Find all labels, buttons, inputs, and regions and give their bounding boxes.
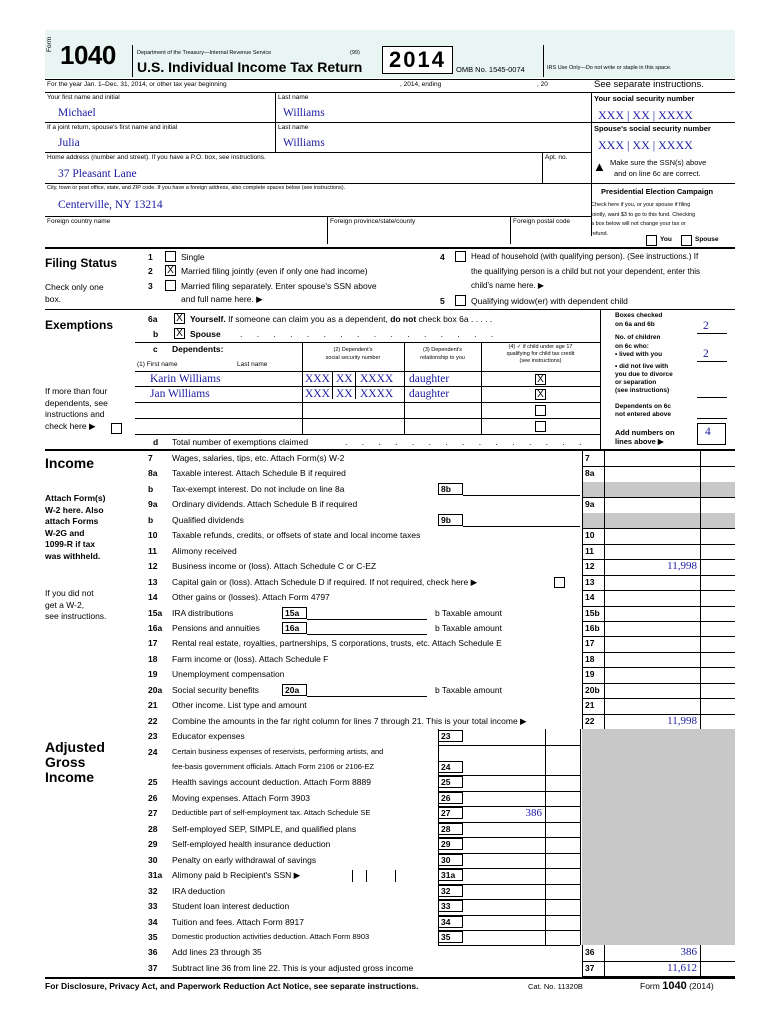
line-number: 15a (148, 607, 163, 618)
shaded-cell (582, 513, 604, 528)
dep-3-credit-checkbox[interactable] (535, 405, 546, 416)
dep-2-relationship[interactable]: daughter (409, 388, 450, 400)
dep-1-name[interactable]: Karin Williams (150, 373, 221, 385)
first-name-label: Your first name and initial (47, 94, 120, 101)
ref-box: 23 (438, 730, 463, 742)
line-label: IRA deduction (172, 885, 225, 896)
dep-2-ssn-a[interactable]: XXX (305, 388, 330, 400)
footer-cat: Cat. No. 11320B (528, 982, 583, 991)
omb-number: OMB No. 1545-0074 (456, 65, 525, 74)
line-label: Unemployment compensation (172, 669, 285, 680)
spouse-dots: . . . . . . . . . . . . . . . . (240, 329, 500, 339)
line-number: 9a (148, 499, 158, 510)
see-instructions: See separate instructions. (594, 79, 704, 90)
row-rule (438, 945, 580, 946)
dep-1-ssn-c[interactable]: XXXX (360, 373, 394, 385)
ex-d-num: d (153, 437, 159, 447)
ref-number: 11 (585, 545, 594, 556)
col-rule (582, 945, 583, 976)
ref-number: 14 (585, 592, 595, 603)
line-label: Other gains or (losses). Attach Form 4797 (172, 592, 330, 603)
dep-1-ssn-b[interactable]: XX (336, 373, 353, 385)
line-label: Taxable interest. Attach Schedule B if required (172, 468, 346, 479)
col-rule (604, 451, 605, 729)
ssn-sep (395, 870, 396, 882)
ref-box: 24 (438, 761, 463, 773)
ref-number: 13 (585, 576, 595, 587)
ref-number: 20b (585, 684, 600, 695)
yourself-checkbox[interactable]: X (174, 313, 185, 324)
spouse-first-field[interactable]: Julia (58, 137, 80, 149)
ssn-note-1: Make sure the SSN(s) above (610, 158, 707, 167)
ref-number: 7 (585, 453, 590, 463)
filing-num-4: 4 (440, 252, 445, 262)
total-exemptions-dots: . . . . . . . . . . . . . . . (345, 437, 588, 447)
pec-text: Check here if you, or your spouse if filing jointly, want $3 to go to this fund. Checking a box below will not change your tax or refund. (591, 202, 696, 237)
line-number: 20a (148, 684, 163, 695)
head-household-label-3: child's name here. ▶ (471, 281, 545, 290)
line-number: 23 (148, 731, 158, 742)
line-label: Tuition and fees. Attach Form 8917 (172, 916, 304, 927)
add-numbers-label: Add numbers on lines above ▶ (615, 428, 675, 446)
children-lived-value[interactable]: 2 (703, 348, 709, 360)
head-household-checkbox[interactable] (455, 251, 466, 262)
ref-box: 20a (282, 684, 307, 696)
footer-notice: For Disclosure, Privacy Act, and Paperwork Reduction Act Notice, see separate instructions. (45, 981, 419, 991)
ref-box: 30 (438, 854, 463, 866)
filing-status-title: Filing Status (45, 256, 117, 270)
address-label: Home address (number and street). If you have a P.O. box, see instructions. (47, 154, 266, 161)
ex-6a-num: 6a (148, 314, 158, 324)
ref-box: 32 (438, 885, 463, 897)
line-number: b (148, 514, 154, 525)
line-label: Taxable refunds, credits, or offsets of state and local income taxes (172, 530, 421, 541)
line-number: 35 (148, 931, 158, 942)
capital-gain-checkbox[interactable] (554, 577, 565, 588)
line-number: 12 (148, 561, 158, 572)
ref-box: 25 (438, 776, 463, 788)
amount-field[interactable]: 11,998 (667, 560, 697, 573)
widow-checkbox[interactable] (455, 295, 466, 306)
no-w2-note: If you did not get a W-2, see instructions. (45, 588, 107, 621)
married-separate-checkbox[interactable] (165, 280, 176, 291)
warning-triangle-icon: ▲ (593, 159, 606, 174)
line-label: Educator expenses (172, 731, 245, 742)
taxable-amount-label: b Taxable amount (435, 622, 502, 633)
spouse-ssn-field[interactable]: XXX | XX | XXXX (598, 138, 693, 152)
line-label: Self-employed SEP, SIMPLE, and qualified plans (172, 823, 357, 834)
year-ending: , 2014, ending (400, 81, 442, 88)
dep-col-child-credit: (4) ✓ if child under age 17 qualifying for child tax credit (see instructions) (506, 344, 575, 364)
ref-number: 36 (585, 947, 595, 958)
line-label: Ordinary dividends. Attach Schedule B if required (172, 499, 358, 510)
widow-label: Qualifying widow(er) with dependent child (471, 296, 628, 306)
ref-box: 28 (438, 823, 463, 835)
ref-box: 33 (438, 900, 463, 912)
boxes-checked-value[interactable]: 2 (703, 320, 709, 332)
yourself-label: Yourself. If someone can claim you as a dependent, do not check box 6a . . . . . (190, 314, 493, 324)
mid-amount-field[interactable] (307, 684, 427, 697)
head-household-label-2: the qualifying person is a child but not your dependent, enter this (471, 267, 701, 276)
last-name-label: Last name (278, 94, 309, 101)
mid-amount-field[interactable] (307, 622, 427, 635)
total-exemptions-label: Total number of exemptions claimed (172, 437, 309, 447)
irs-use: IRS Use Only—Do not write or staple in this space. (547, 65, 672, 71)
line-label: Qualified dividends (172, 514, 244, 525)
ref-box: 26 (438, 792, 463, 804)
line-number: 36 (148, 947, 158, 958)
line-label: Alimony paid b Recipient's SSN ▶ (172, 870, 301, 881)
line-number: 8a (148, 468, 158, 479)
dep-col-relationship: (3) Dependent's relationship to you (420, 347, 465, 361)
pec-spouse-checkbox[interactable] (681, 235, 692, 246)
ex-6b-num: b (153, 329, 159, 339)
line-label: Rental real estate, royalties, partnerships, S corporations, trusts, etc. Attach Schedule E (172, 638, 502, 649)
col-rule (580, 729, 581, 945)
line-number: 26 (148, 792, 158, 803)
cents-rule (545, 729, 546, 945)
mid-amount-field[interactable] (307, 607, 427, 620)
attach-forms-note: Attach Form(s) W-2 here. Also attach Forms W-2G and 1099-R if tax was withheld. (45, 493, 106, 561)
line-number: 30 (148, 854, 158, 865)
children-lived-label: No. of children on 6c who: • lived with you (615, 334, 663, 358)
ref-box: 31a (438, 869, 463, 881)
form-code: (99) (350, 50, 360, 56)
line-label: Domestic production activities deduction. Attach Form 8903 (172, 931, 370, 941)
line-label: Wages, salaries, tips, etc. Attach Form(s) W-2 (172, 453, 345, 463)
mid-amount-field[interactable] (463, 483, 580, 496)
line-label: Pensions and annuities (172, 622, 260, 633)
amount-field[interactable]: 386 (680, 946, 697, 959)
apt-label: Apt. no. (545, 154, 568, 161)
line-label: Business income or (loss). Attach Schedule C or C-EZ (172, 561, 377, 572)
ref-number: 12 (585, 561, 595, 572)
last-name-field[interactable]: Williams (283, 107, 325, 119)
shaded-cell (604, 513, 735, 528)
spouse-exemption-label: Spouse (190, 329, 221, 339)
dep-1-relationship[interactable]: daughter (409, 373, 450, 385)
line-number: 28 (148, 823, 158, 834)
col-rule (438, 729, 439, 945)
dep-col-first-name: (1) First name (137, 361, 178, 368)
line-label: Subtract line 36 from line 22. This is your adjusted gross income (172, 962, 414, 973)
line-label: Self-employed health insurance deduction (172, 839, 331, 850)
dep-2-ssn-b[interactable]: XX (336, 388, 353, 400)
line-label: Health savings account deduction. Attach Form 8889 (172, 777, 371, 788)
dep-2-ssn-c[interactable]: XXXX (360, 388, 394, 400)
ref-number: 22 (585, 715, 595, 726)
ref-box: 27 (438, 807, 463, 819)
line-label: IRA distributions (172, 607, 234, 618)
pec-spouse-label: Spouse (695, 236, 719, 243)
col-rule (582, 451, 583, 729)
cents-rule (700, 451, 701, 729)
boxes-checked-label: Boxes checked on 6a and 6b (615, 312, 663, 328)
filing-check-only: Check only one box. (45, 282, 104, 304)
ssn-sep (366, 870, 367, 882)
ex-c-num: c (153, 344, 158, 354)
line-label: Moving expenses. Attach Form 3903 (172, 792, 310, 803)
pec-title: Presidential Election Campaign (601, 187, 714, 196)
line-number: 25 (148, 777, 158, 788)
line-number: 16a (148, 622, 163, 633)
dep-1-ssn-a[interactable]: XXX (305, 373, 330, 385)
ref-number: 10 (585, 530, 595, 541)
dep-1-credit-checkbox[interactable]: X (535, 374, 546, 385)
ref-box: 16a (282, 622, 307, 634)
address-field[interactable]: 37 Pleasant Lane (58, 168, 137, 180)
line-number: 37 (148, 962, 158, 973)
form-number: 1040 (60, 40, 116, 70)
footer-form: Form 1040 (2014) (640, 980, 714, 992)
ref-box: 34 (438, 916, 463, 928)
foreign-postal-label: Foreign postal code (513, 218, 571, 225)
dependents-not-entered-label: Dependents on 6c not entered above (615, 403, 671, 418)
line-number: 29 (148, 839, 158, 850)
line-label: Farm income or (loss). Attach Schedule F (172, 653, 329, 664)
spouse-first-label: If a joint return, spouse's first name and initial (47, 124, 178, 131)
dep-2-name[interactable]: Jan Williams (150, 388, 210, 400)
year-twenty: , 20 (537, 81, 548, 88)
line-label: Social security benefits (172, 684, 259, 695)
city-field[interactable]: Centerville, NY 13214 (58, 199, 163, 211)
dep-col-ssn: (2) Dependent's social security number (325, 347, 381, 361)
married-joint-checkbox[interactable]: X (165, 265, 176, 276)
line-number: 32 (148, 885, 158, 896)
ref-box: 9b (438, 514, 463, 526)
ref-number: 9a (585, 499, 595, 510)
amount-field[interactable]: 11,612 (667, 961, 697, 974)
ref-number: 17 (585, 638, 595, 649)
form-title: U.S. Individual Income Tax Return (137, 59, 363, 75)
single-checkbox[interactable] (165, 251, 176, 262)
spouse-last-label: Last name (278, 124, 309, 131)
filing-num-5: 5 (440, 296, 445, 306)
married-separate-label-2: and full name here. ▶ (181, 294, 263, 304)
spouse-last-field[interactable]: Williams (283, 137, 325, 149)
line-number: 11 (148, 545, 157, 556)
dep-2-credit-checkbox[interactable]: X (535, 389, 546, 400)
ref-number: 18 (585, 653, 595, 664)
line-number: b (148, 483, 154, 494)
dep-col-last-name: Last name (237, 361, 268, 368)
more-than-four-checkbox[interactable] (111, 423, 122, 434)
total-exemptions-box[interactable] (697, 423, 726, 445)
income-title: Income (45, 455, 95, 471)
ref-number: 19 (585, 669, 595, 680)
ref-number: 16b (585, 622, 600, 633)
cents-rule (700, 945, 701, 976)
total-exemptions-value[interactable]: 4 (705, 426, 711, 438)
ref-number: 21 (585, 700, 595, 711)
line-number: 27 (148, 808, 158, 819)
shaded-cell (604, 729, 735, 945)
filing-num-2: 2 (148, 266, 153, 276)
line-label: fee-basis government officials. Attach Form 2106 or 2106-EZ (172, 762, 375, 771)
dep-4-credit-checkbox[interactable] (535, 421, 546, 432)
dependents-label: Dependents: (172, 344, 224, 354)
ref-number: 8a (585, 468, 595, 479)
line-label: Other income. List type and amount (172, 700, 307, 711)
shaded-cell (604, 482, 735, 497)
ssn-note-2: and on line 6c are correct. (614, 169, 701, 178)
line-number: 7 (148, 453, 153, 463)
line-number: 18 (148, 653, 158, 664)
line-number: 31a (148, 870, 163, 881)
ssn-sep (352, 870, 353, 882)
taxable-amount-label: b Taxable amount (435, 607, 502, 618)
city-label: City, town or post office, state, and ZIP code. If you have a foreign address, also complete spaces below (see instructions). (47, 185, 346, 191)
line-label: Certain business expenses of reservists, performing artists, and (172, 746, 384, 756)
married-joint-label: Married filing jointly (even if only one had income) (181, 266, 368, 276)
agi-title: Adjusted Gross Income (45, 739, 105, 785)
line-label: Deductible part of self-employment tax. Attach Schedule SE (172, 808, 371, 818)
foreign-province-label: Foreign province/state/county (330, 218, 416, 225)
shaded-cell (582, 482, 604, 497)
line-number: 33 (148, 901, 158, 912)
line-number: 10 (148, 530, 158, 541)
line-number: 13 (148, 576, 158, 587)
line-number: 17 (148, 638, 158, 649)
line-number: 34 (148, 916, 158, 927)
exemptions-title: Exemptions (45, 318, 114, 332)
ref-number: 15b (585, 607, 600, 618)
line-label: Alimony received (172, 545, 237, 556)
line-label: Capital gain or (loss). Attach Schedule D if required. If not required, check here ▶ (172, 576, 478, 587)
line-label: Combine the amounts in the far right column for lines 7 through 21. This is your total income ▶ (172, 715, 527, 726)
pec-you-label: You (660, 236, 672, 243)
single-label: Single (181, 252, 205, 262)
line-number: 21 (148, 700, 158, 711)
head-household-label: Head of household (with qualifying person). (See instructions.) If (471, 252, 699, 261)
children-not-live-label: • did not live with you due to divorce or separation (see instructions) (615, 363, 673, 394)
ref-number: 37 (585, 962, 595, 973)
filing-num-3: 3 (148, 281, 153, 291)
line-number: 19 (148, 669, 158, 680)
line-label: Add lines 23 through 35 (172, 947, 262, 958)
foreign-country-label: Foreign country name (47, 218, 111, 225)
ref-box: 29 (438, 838, 463, 850)
amount-field[interactable]: 11,998 (667, 714, 697, 727)
row-rule (438, 745, 580, 746)
tax-year: 2014 (382, 46, 453, 74)
pec-you-checkbox[interactable] (646, 235, 657, 246)
ssn-label: Your social security number (594, 94, 695, 103)
line-label: Student loan interest deduction (172, 901, 290, 912)
ref-box: 15a (282, 607, 307, 619)
form-word: Form (46, 36, 53, 52)
ref-box: 35 (438, 931, 463, 943)
taxable-amount-label: b Taxable amount (435, 684, 502, 695)
line-label: Penalty on early withdrawal of savings (172, 854, 317, 865)
line-number: 22 (148, 715, 158, 726)
year-line: For the year Jan. 1–Dec. 31, 2014, or other tax year beginning (47, 81, 227, 88)
more-than-four-label: If more than four dependents, see instructions and check here ▶ (45, 386, 108, 431)
line-number: 24 (148, 746, 158, 757)
ref-box: 8b (438, 483, 463, 495)
spouse-ssn-label: Spouse's social security number (594, 124, 711, 133)
line-number: 14 (148, 592, 158, 603)
ssn-field[interactable]: XXX | XX | XXXX (598, 108, 693, 122)
first-name-field[interactable]: Michael (58, 107, 96, 119)
dept-line: Department of the Treasury—Internal Revenue Service (137, 50, 272, 56)
filing-num-1: 1 (148, 252, 153, 262)
mid-amount-field[interactable]: 386 (525, 807, 542, 820)
mid-amount-field[interactable] (463, 514, 580, 527)
col-rule (604, 945, 605, 976)
spouse-checkbox[interactable]: X (174, 328, 185, 339)
line-label: Tax-exempt interest. Do not include on line 8a (172, 483, 345, 494)
shaded-cell (582, 729, 604, 945)
married-separate-label: Married filing separately. Enter spouse's SSN above (181, 281, 377, 291)
